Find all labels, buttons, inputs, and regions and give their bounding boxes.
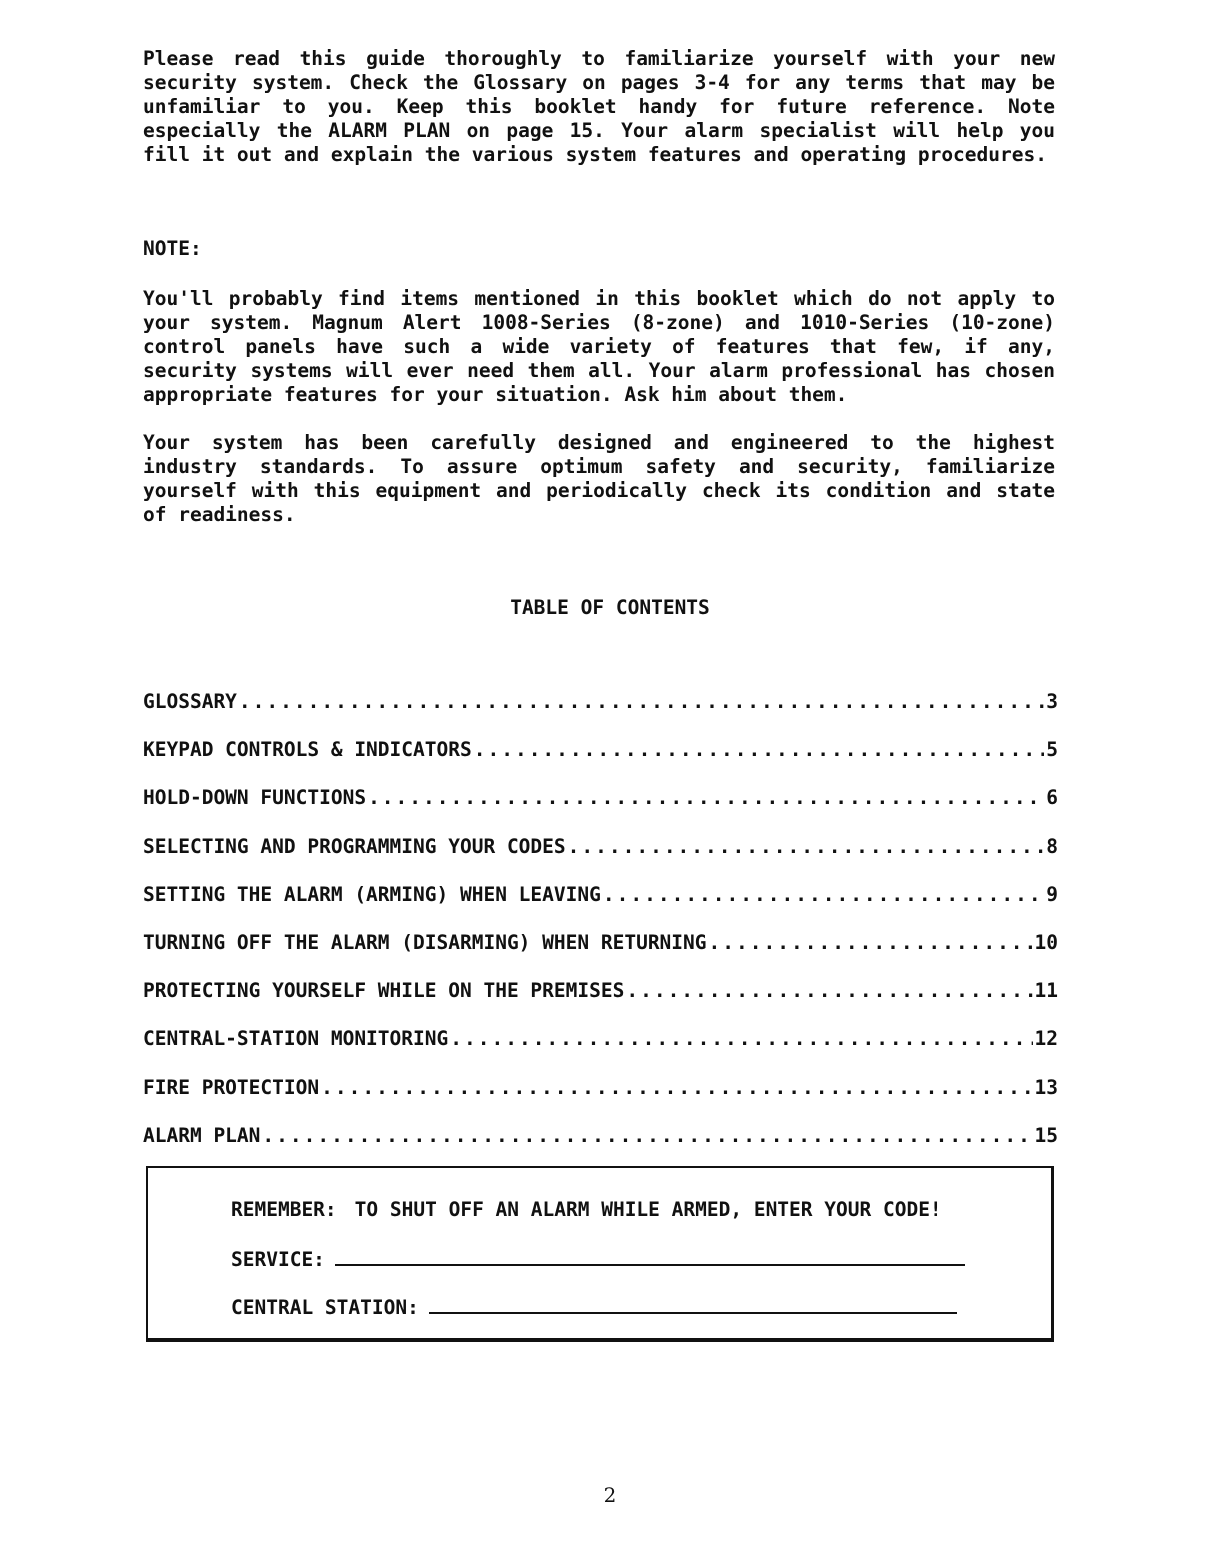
toc-entry <box>143 690 1058 738</box>
toc-title: TABLE OF CONTENTS <box>510 596 710 619</box>
toc-entry-label: HOLD-DOWN FUNCTIONS <box>143 786 367 810</box>
toc-entry-label: SELECTING AND PROGRAMMING YOUR CODES <box>143 834 566 858</box>
toc-entry <box>143 979 1058 1027</box>
remember-text: TO SHUT OFF AN ALARM WHILE ARMED, ENTER YOUR CODE! <box>354 1198 942 1221</box>
toc-leader-dots <box>321 1076 1032 1100</box>
toc-entry-label: PROTECTING YOURSELF WHILE ON THE PREMISES <box>143 979 625 1003</box>
note-heading: NOTE: <box>143 237 202 260</box>
toc-entry <box>143 883 1058 931</box>
toc-entry-label: KEYPAD CONTROLS & INDICATORS <box>143 738 472 762</box>
toc-entry-page: 9 <box>1046 882 1058 906</box>
remember-label: REMEMBER: <box>231 1198 337 1221</box>
service-fill-line <box>335 1244 965 1266</box>
toc-entry-label: ALARM PLAN <box>143 1123 261 1147</box>
toc-entry <box>143 1027 1058 1075</box>
toc-entry-page: 5 <box>1046 738 1058 762</box>
reminder-box <box>146 1166 1054 1342</box>
toc-leader-dots <box>709 931 1033 955</box>
toc-leader-dots <box>474 738 1045 762</box>
readiness-paragraph: Your system has been carefully designed and engineered to the highest industry standards. To assure optimum safety and security, familiarize yourself with this equipment and periodically check its condition and state of readiness. <box>143 431 1055 526</box>
toc-entry-label: TURNING OFF THE ALARM (DISARMING) WHEN RETURNING <box>143 930 707 954</box>
toc-entry-label: SETTING THE ALARM (ARMING) WHEN LEAVING <box>143 882 601 906</box>
remember-line <box>231 1198 942 1221</box>
note-paragraph: You'll probably find items mentioned in this booklet which do not apply to your system. Magnum Alert 1008-Series (8-zone) and 1010-Series (10-zone) control panels have such a wide variety of features that few, if any, security systems will ever need them all. Your alarm professional has chosen appropriate features for your situation. Ask him about them. <box>143 287 1055 406</box>
toc-leader-dots <box>368 786 1044 810</box>
toc-entry <box>143 835 1058 883</box>
toc-entry-page: 6 <box>1046 786 1058 810</box>
table-of-contents <box>143 690 1058 1172</box>
toc-entry <box>143 786 1058 834</box>
toc-entry <box>143 1076 1058 1124</box>
toc-entry <box>143 1124 1058 1172</box>
toc-leader-dots <box>262 1124 1032 1148</box>
toc-entry-page: 13 <box>1034 1075 1058 1099</box>
toc-leader-dots <box>603 883 1044 907</box>
toc-entry <box>143 931 1058 979</box>
page-number: 2 <box>603 1483 617 1507</box>
toc-entry-label: GLOSSARY <box>143 690 237 713</box>
intro-paragraph: Please read this guide thoroughly to familiarize yourself with your new security system. Check the Glossary on pages 3-4 for any terms that may be unfamiliar to you. Keep this booklet handy for future reference. Note especially the ALARM PLAN on page 15. Your alarm specialist will help you fill it out and explain the various system features and operating procedures. <box>143 47 1055 166</box>
toc-entry-page: 15 <box>1034 1123 1058 1147</box>
toc-entry-label: CENTRAL-STATION MONITORING <box>143 1027 449 1051</box>
toc-entry <box>143 738 1058 786</box>
toc-entry-page: 11 <box>1034 979 1058 1003</box>
toc-entry-page: 10 <box>1034 930 1058 954</box>
toc-entry-page: 8 <box>1046 834 1058 858</box>
toc-leader-dots <box>450 1027 1032 1051</box>
toc-entry-label: FIRE PROTECTION <box>143 1075 320 1099</box>
toc-entry-page: 3 <box>1046 690 1058 713</box>
toc-entry-page: 12 <box>1034 1027 1058 1051</box>
toc-leader-dots <box>239 690 1044 714</box>
toc-leader-dots <box>626 979 1032 1003</box>
central-station-fill-line <box>429 1292 957 1314</box>
central-station-row <box>231 1292 957 1319</box>
service-row <box>231 1244 965 1271</box>
service-label: SERVICE: <box>231 1248 325 1271</box>
toc-leader-dots <box>568 835 1045 859</box>
central-station-label: CENTRAL STATION: <box>231 1296 419 1319</box>
